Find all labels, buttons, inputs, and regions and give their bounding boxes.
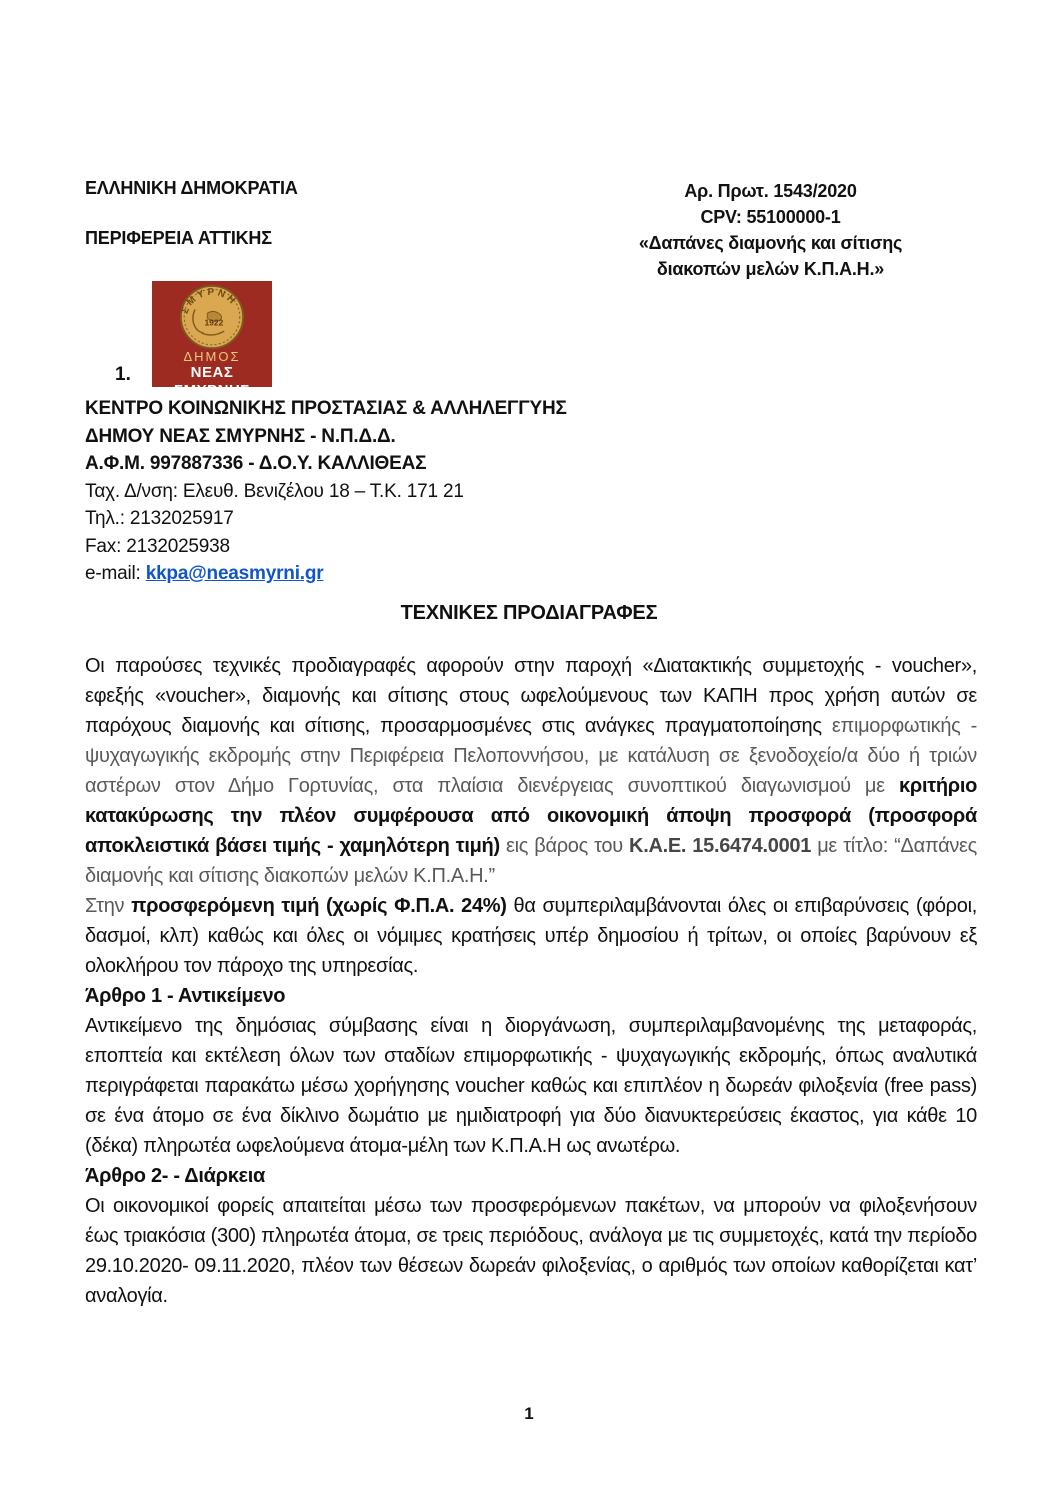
text-run: θα συμπεριλαμβάνονται όλες οι επιβαρύνσεις (φόροι, δασμοί, κλπ) καθώς και όλες οι νόμιμες κρατήσεις υπέρ δημοσίου ή τρίτων, οι οποίες βαρύνουν εξ ολοκλήρου τον πάροχο της υπηρεσίας. <box>85 895 977 977</box>
cpv-line: CPV: 55100000-1 <box>700 207 841 227</box>
document-body <box>85 651 977 1311</box>
region-title-line: ΠΕΡΙΦΕΡΕΙΑ ΑΤΤΙΚΗΣ <box>85 228 272 248</box>
republic-title-line: ΕΛΛΗΝΙΚΗ ΔΗΜΟΚΡΑΤΙΑ <box>85 178 298 198</box>
organisation-info-block <box>85 395 567 588</box>
org-phone-line: Τηλ.: 2132025917 <box>85 508 234 529</box>
header-left-block <box>85 178 298 249</box>
page-number: 1 <box>524 1404 534 1423</box>
municipality-logo <box>152 281 272 399</box>
subject-quote-line-2: διακοπών μελών Κ.Π.Α.Η.» <box>656 259 885 279</box>
logo-caption-nea-smyrni: ΝΕΑΣ ΣΜΥΡΝΗΣ <box>174 364 250 399</box>
org-tax-line: Α.Φ.Μ. 997887336 - Δ.Ο.Υ. ΚΑΛΛΙΘΕΑΣ <box>85 453 427 474</box>
text-run-muted: εις βάρος του <box>499 835 630 857</box>
document-title: ΤΕΧΝΙΚΕΣ ΠΡΟΔΙΑΓΡΑΦΕΣ <box>400 602 658 624</box>
budget-code-run: Κ.Α.Ε. 15.6474.0001 <box>629 835 812 857</box>
intro-paragraph <box>85 651 977 891</box>
text-run-bold: κριτήριο κατακύρωσης την πλέον συμφέρουσα από οικονομική άποψη προσφορά (προσφορά αποκλειστικά βάσει τιμής - χαμηλότερη τιμή) <box>85 775 977 857</box>
text-run-bold: προσφερόμενη τιμή (χωρίς Φ.Π.Α. 24%) <box>131 895 507 917</box>
article-1-heading: Άρθρο 1 - Αντικείμενο <box>85 985 286 1007</box>
list-number-marker: 1. <box>115 364 131 385</box>
article-2-body: Οι οικονομικοί φορείς απαιτείται μέσω των προσφερόμενων πακέτων, να μπορούν να φιλοξενήσουν έως τριακόσια (300) πληρωτέα άτομα, σε τρεις περιόδους, ανάλογα με τις συμμετοχές, κατά την περίοδο 29.10.2020- 09.11.2020, πλέον των θέσεων δωρεάν φιλοξενίας, ο αριθμός των οποίων καθορίζεται κατ’ αναλογία. <box>85 1195 977 1307</box>
org-email-line <box>85 560 567 588</box>
org-fax-line: Fax: 2132025938 <box>85 535 230 557</box>
org-name-line-1: ΚΕΝΤΡΟ ΚΟΙΝΩΝΙΚΗΣ ΠΡΟΣΤΑΣΙΑΣ & ΑΛΛΗΛΕΓΓΥΗΣ <box>85 398 567 419</box>
org-address-line: Ταχ. Δ/νση: Ελευθ. Βενιζέλου 18 – Τ.Κ. 171 21 <box>85 480 464 502</box>
text-run-muted: Στην <box>85 895 132 917</box>
text-run: Οι παρούσες τεχνικές προδιαγραφές αφορούν στην παροχή «Διατακτικής συμμετοχής - voucher», εφεξής «voucher», διαμονής και σίτισης στους ωφελούμενους των ΚΑΠΗ προς χρήση αυτών σε παρόχους διαμονής και σίτισης, προσαρμοσμένες στις ανάγκες πραγματοποίησης <box>85 655 977 737</box>
coin-year: 1922 <box>204 317 224 328</box>
article-2-heading: Άρθρο 2- - Διάρκεια <box>85 1165 265 1187</box>
text-run-muted: με τίτλο: “Δαπάνες διαμονής και σίτισης διακοπών μελών Κ.Π.Α.Η.” <box>85 835 977 887</box>
org-name-line-2: ΔΗΜΟΥ ΝΕΑΣ ΣΜΥΡΝΗΣ - Ν.Π.Δ.Δ. <box>85 425 396 447</box>
header-right-block <box>598 178 943 282</box>
article-1-body: Αντικείμενο της δημόσιας σύμβασης είναι η διοργάνωση, συμπεριλαμβανομένης της μεταφοράς, εποπτεία και εκτέλεση όλων των σταδίων επιμορφωτικής - ψυχαγωγικής εκδρομής, όπως αναλυτικά περιγράφεται παρακάτω μέσω χορήγησης voucher καθώς και επιπλέον η δωρεάν φιλοξενία (free pass) σε ένα άτομο σε ένα δίκλινο δωμάτιο με ημιδιατροφή για δύο διανυκτερεύσεις έκαστος, για κάθε 10 (δέκα) πληρωτέα ωφελούμενα άτομα-μέλη των Κ.Π.Α.Η ως ανωτέρω. <box>85 1015 977 1157</box>
protocol-number-line: Αρ. Πρωτ. 1543/2020 <box>684 181 857 201</box>
coin-seal-icon <box>179 284 245 350</box>
vat-paragraph <box>85 891 977 981</box>
subject-quote-line-1: «Δαπάνες διαμονής και σίτισης <box>638 233 903 253</box>
text-run-muted: επιμορφωτικής - ψυχαγωγικής εκδρομής στην Περιφέρεια Πελοποννήσου, με κατάλυση σε ξενοδοχείο/α δύο ή τριών αστέρων στον Δήμο Γορτυνίας, στα πλαίσια διενέργειας συνοπτικού διαγωνισμού με <box>85 715 977 797</box>
email-label: e-mail: <box>85 563 146 584</box>
email-link[interactable]: kkpa@neasmyrni.gr <box>145 563 324 584</box>
coin-inscription: ΣΜΥΡΝΗ <box>179 287 240 316</box>
logo-caption-dimos: ΔΗΜΟΣ <box>183 349 241 364</box>
